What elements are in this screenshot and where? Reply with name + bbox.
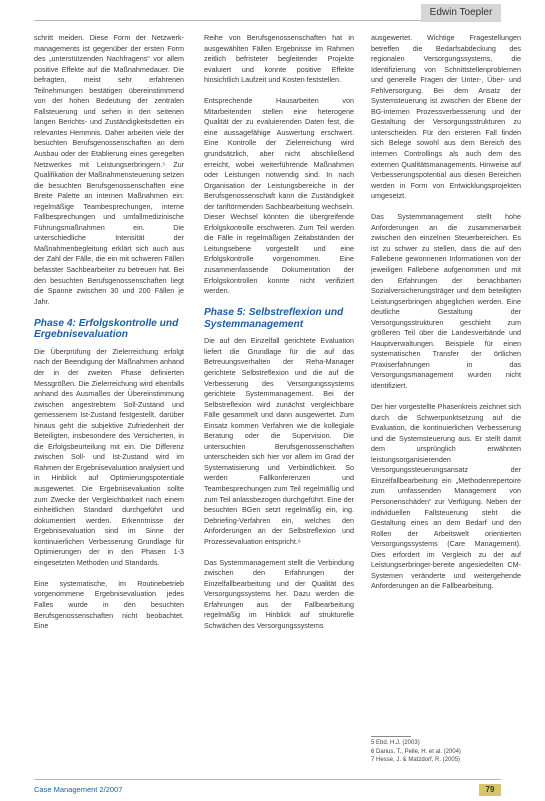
footnotes — [371, 739, 521, 765]
footnote: 7 Hesse, J. & Matzdorf, R. (2005) — [371, 757, 461, 764]
footnotes-rule — [371, 736, 411, 737]
paragraph: Entsprechende Hausarbeiten von Mitarbeitenden stellen eine heterogene Qualität der zu evaluierenden Daten fest, die eine aussagefähige Auswertung erschwert. Eine Kontrolle der Zielerreichung wird grundsätzlich, aber nicht abschließend erreicht, wobei weiterführende Maßnahmen oder Leistungen notwendig sind. In nach Organisation der Leistungsbereiche in der Berufsgenossenschaft kann die Zuständigkeit der tariftörmenden Sachbearbeitung wechseln. Dieser Wechsel könnten die übergreifende Erfolgskontrolle erschweren. Zum Teil werden die Fälle in regelmäßigen Zeitabständen der Leitungsebene vorgestellt und eine Erfolgskontrolle vorgenommen. Eine zusammenfassende Dokumentation der Erfolgskontrollen konnte nicht verifiziert werden. — [204, 96, 354, 296]
footer-rule — [34, 779, 501, 780]
paragraph: Reihe von Berufsgenossenschaften hat in ausgewählten Fällen Ergebnisse im Rahmen zeitlich befristeter begleitender Projekte evaluiert und konnte positive Effekte hinsichtlich Laufzeit und Kosten feststellen. — [204, 33, 354, 85]
page-number: 79 — [479, 784, 501, 796]
paragraph: ausgewertet. Wichtige Fragestellungen betreffen die Bedarfsabdeckung des regionalen Versorgungssystems, die Identifizierung von Schnittstellenproblemen und generelle Fragen der Unter-, Über- und Fehlversorgung. Bei dem Ansatz der Systemsteuerung ist zwischen der Ebene der BG-internen Prozessverbesserung und der Gestaltung der Versorgungsstrukturen zu unterscheiden. Für den ersteren Fall finden sich Belege sowohl aus dem Bereich des internen Controllings als auch dem des externen Qualitätsmanagements. Hinweise auf Verbesserungspotential aus diesen Bereichen werden in Form von Entwicklungsprojekten umgesetzt. — [371, 33, 521, 201]
paragraph: Das Systemmanagement stellt hohe Anforderungen an die zusammenarbeit zwischen den einzelnen Steuerbereichen. Es ist zu schwer zu stellen, dass die auf den Fallebene gewonnenen Informationen von der jeweiligen Fallebene aufgenommen und mit den Erfahrungen der benachbarten Sozialversicherungsträger und dem beteiligten Leistungserbringen abgeglichen werden. Eine deutliche Gestaltung der Versorgungsstrukturen geschieht zum größeren Teil über die Landesverbände und Hauptverwaltungen. Beispiele für einen systematischen Transfer der örtlichen Praxiserfahrungen in das Versorgungsmanagement wurden nicht identifiziert. — [371, 212, 521, 390]
paragraph: Das Systemmanagement stellt die Verbindung zwischen den Erfahrungen der Einzelfallbearbeitung und der Qualität des Versorgungssystems her. Dazu werden die Erfahrungen aus der Fallbearbeitung regelmäßig im Hinblick auf strukturelle Schwächen des Versorgungssystems — [204, 557, 354, 631]
paragraph: Die auf den Einzelfall gerichtete Evaluation liefert die Grundlage für die auf das Betreuungsverhalten der Reha-Manager gerichtete Selbstreflexion und die auf die Verbesserung des Versorgungssystems gerichtete Systemmanagement. Bei der Selbstreflexion wird zunächst vergleichbare Fälle gesammelt und dann ausgewertet. Zum Einsatz kommen Verfahren wie die kollegiale Beratung oder die Supervision. Die untersuchten Berufsgenossenschaften unterscheiden sich hier vor allem im Grad der Systematisierung und Verbindlichkeit. So werden Fallkonferenzen und Teambesprechungen zum Teil regelmäßig und zum Teil anlassbezogen durchgeführt. Eine der besuchten BGen setzt regelmäßig ein, ing. Debriefing-Verfahren ein, welches den Anforderungen an der Selbstreflexion und Prozessevaluation entspricht.⁶ — [204, 336, 354, 546]
paragraph: Eine systematische, im Routinebetrieb vorgenommene Ergebnisevaluation jedes Falles wurde in den besuchten Berufsgenossenschaften nicht beobachtet. Eine — [34, 578, 184, 631]
journal-name: Case Management 2/2007 — [34, 785, 123, 794]
section-heading: Phase 4: Erfolgskontrolle und Ergebnisevaluation — [34, 317, 179, 341]
paragraph: Der hier vorgestellte Phasenkreis zeichnet sich durch die Schwerpunktsetzung auf die Evaluation, die kontinuierlichen Verbesserung und die Systemsteuerung aus. Er stellt damit dem ursprünglich erwähnten leistungsorganisierenden Versorgungssteuerungsansatz der Einzelfallbearbeitung ein „Methodenrepertoire zum umfassenden Management von Personenschäden“ zur Verfügung. Neben der individuellen Fallsteuerung steht die Gestaltung eines an dem Bedarf und den Rollen der Arbeitswelt orientierten Versorgungssystems (Care Management). Dies erfordert im Vergleich zu der auf Leistungserbringer-bereite angesiedelten CM-Systemen veränderte und weitergehende Anforderungen an die Fallbearbeitung. — [371, 402, 521, 591]
paragraph: schritt meiden. Diese Form der Netzwerk-managements ist gegenüber der ersten Form des „unterstützenden Nachfragens“ vor allem positive Effekte auf die Maßnahmedauer. Die befragten, meist sehr erfahrenen Teilnehmungen bestätigen übereinstimmend von der hohen Bedeutung der zentralen Fallsteuerung und sehen in den seitenen langen Berichts- und Zuständigkeitsdetten ein relevantes Hemmnis. Daher arbeiten viele der besuchten Berufsgenossenschaften an dem Ausbau oder der Etablierung eines geregelten Netzwerkes mit Leistungserbringern.⁵ Zur Qualifikation der Maßnahmensteuerung setzen die besuchten Berufsgenossenschaften eine Breite Palette an internen Maßnahmen ein: regelmäßige Teambesprechungen, interne Fallbesprechungen und umfallmedizinische Führungsmaßnahmen ein. Die unterschiedliche Intensität der Maßnahmenbegleitung erklärt sich auch aus der Zahl der Fälle, die ein mit schweren Fällen befasster Sachbearbeiter zu betreuen hat. Bei den besuchten Berufsgenossenschaften liegt die Spanne zwischen 30 und 200 Fällen je Jahr. — [34, 33, 184, 306]
footnote: 5 Ebd. H.J. (2003) — [371, 740, 420, 746]
footnote: 6 Darius, T., Pelle, H. et al. (2004) — [371, 748, 461, 755]
paragraph: Die Überprüfung der Zielerreichung erfolgt nach der Beendigung der Maßnahmen anhand der in der zweiten Phase definierten Messgrößen. Die Zielerreichung wird ebenfalls anhand des Ausmaßes der Übereinstimmung zwischen angestrebtem Soll-Zustand und gemessenem Ist-Zustand festgestellt, darüber hinaus geht die subjektive Zufriedenheit der Beteiligten, insbesondere des Versicherten, in die Erfolgsbeurteilung mit ein. Die Differenz zwischen Soll- und Ist-Zustand wird im Rahmen der Ergebnisevaluation analysiert und in Hinblick auf Optimierungspotentiale ausgewertet. Die Ergebnisevaluation sollte zum Zwecke der Vergleichbarkeit nach einem einheitlichen Standard durchgeführt und dokumentiert werden. Erkenntnisse der Ergebnisevaluation sind im Sinne der kontinuierlichen Verbesserung Grundlage für Optimierungen der in den Phasen 1-3 eingesetzten Methoden und Standards. — [34, 346, 184, 567]
author-name: Edwin Toepler — [421, 4, 501, 22]
column-right — [371, 33, 521, 602]
section-heading: Phase 5: Selbstreflexion und Systemmanagement — [204, 307, 344, 330]
column-middle — [204, 33, 354, 642]
column-left — [34, 33, 184, 642]
